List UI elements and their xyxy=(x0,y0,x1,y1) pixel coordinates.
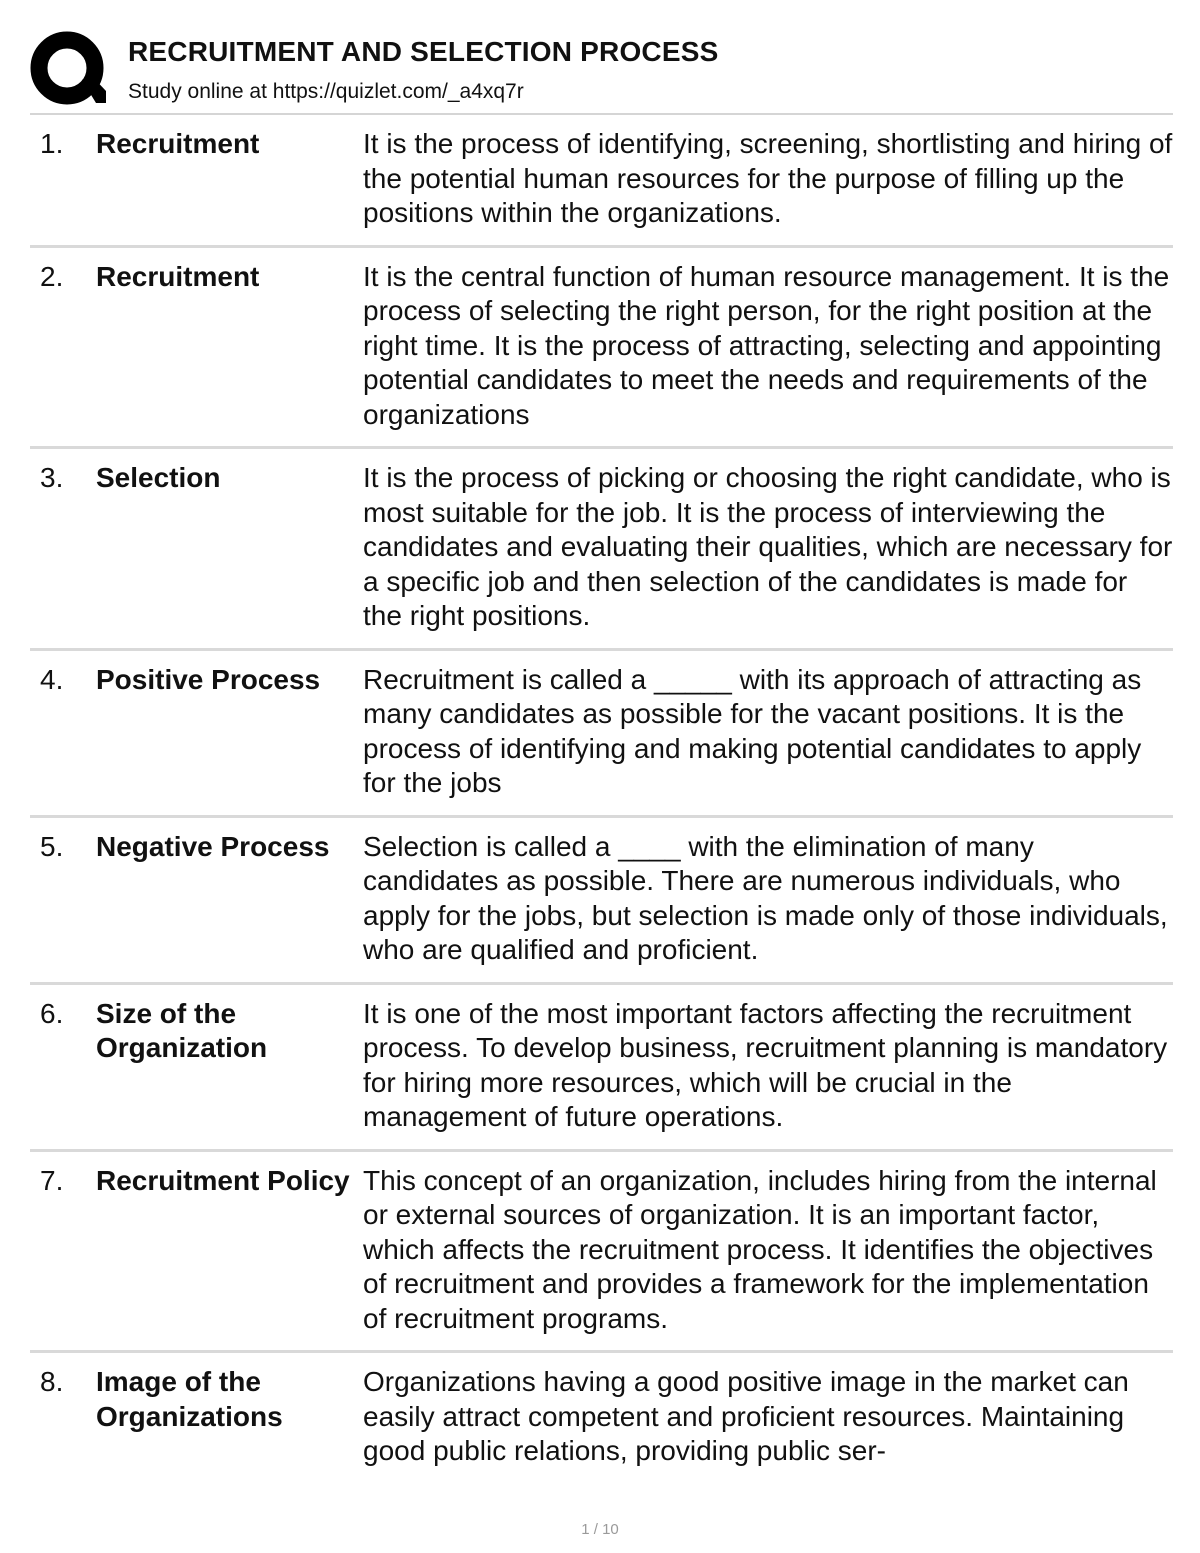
flashcard-row xyxy=(30,1152,1173,1354)
page-title: RECRUITMENT AND SELECTION PROCESS xyxy=(128,36,719,67)
flashcard-row xyxy=(30,818,1173,985)
card-definition: Recruitment is called a _____ with its approach of attracting as many candidates as possible for the vacant positions. It is the process of identifying and making potential candidates to apply for the jobs xyxy=(363,663,1142,798)
card-term: Recruitment Policy xyxy=(96,1164,350,1196)
page-header xyxy=(30,30,1180,110)
card-number: 4. xyxy=(40,663,64,695)
card-term: Positive Process xyxy=(96,663,321,695)
card-number: 7. xyxy=(40,1164,64,1196)
flashcard-row xyxy=(30,1353,1173,1483)
card-number: 2. xyxy=(40,260,64,292)
flashcard-row xyxy=(30,651,1173,818)
card-number: 1. xyxy=(40,128,64,159)
card-term: Image of the Organizations xyxy=(96,1366,283,1432)
flashcard-row xyxy=(30,449,1173,651)
flashcard-list xyxy=(30,113,1173,1483)
page-number: 1 / 10 xyxy=(581,1521,619,1538)
card-definition: It is the process of identifying, screening, shortlisting and hiring of the potential human resources for the purpose of filling up the positions within the organizations. xyxy=(363,128,1173,228)
card-term: Recruitment xyxy=(96,260,260,292)
card-definition: Selection is called a ____ with the elimination of many candidates as possible. There are numerous individuals, who apply for the jobs, but selection is made only of those individuals, who are qualified and proficient. xyxy=(363,830,1168,965)
study-link[interactable]: Study online at https://quizlet.com/_a4xq7r xyxy=(128,80,524,103)
card-term: Negative Process xyxy=(96,830,330,862)
card-definition: It is one of the most important factors affecting the recruitment process. To develop business, recruitment planning is mandatory for hiring more resources, which will be crucial in the management of future operations. xyxy=(363,997,1168,1132)
flashcard-row xyxy=(30,248,1173,450)
quizlet-logo-icon xyxy=(30,30,106,106)
card-number: 6. xyxy=(40,997,64,1029)
card-number: 3. xyxy=(40,462,64,493)
card-term: Recruitment xyxy=(96,128,260,159)
card-term: Selection xyxy=(96,462,221,493)
card-definition: This concept of an organization, includes hiring from the internal or external sources of organization. It is an important factor, which affects the recruitment process. It identifies the objectives of recruitment and provides a framework for the implementation of recruitment programs. xyxy=(363,1164,1157,1334)
card-definition: Organizations having a good positive image in the market can easily attract competent and proficient resources. Maintaining good public relations, providing public ser- xyxy=(363,1366,1129,1466)
card-term: Size of the Organization xyxy=(96,997,268,1063)
card-number: 8. xyxy=(40,1366,64,1397)
flashcard-row xyxy=(30,985,1173,1152)
card-definition: It is the central function of human resource management. It is the process of selecting the right person, for the right position at the right time. It is the process of attracting, selecting and appointing potential candidates to meet the needs and requirements of the organizations xyxy=(363,260,1170,430)
flashcard-row xyxy=(30,115,1173,248)
card-number: 5. xyxy=(40,830,64,862)
card-definition: It is the process of picking or choosing the right candidate, who is most suitable for the job. It is the process of interviewing the candidates and evaluating their qualities, which are necessary for a specific job and then selection of the candidates is made for the right positions. xyxy=(363,462,1173,631)
